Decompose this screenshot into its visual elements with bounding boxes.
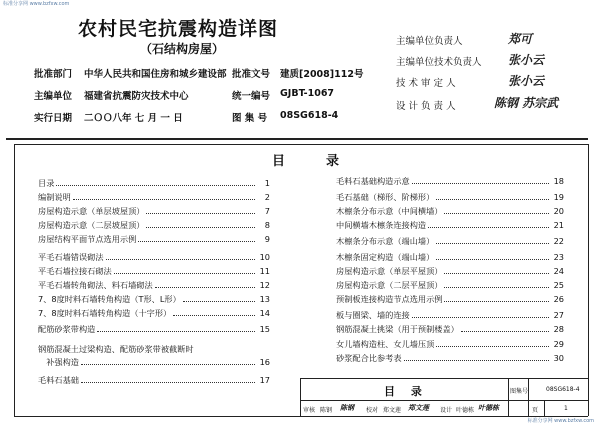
toc-heading: 目 录	[272, 154, 354, 169]
toc-entry-title: 钢筋混凝土挑梁（用于预制楼盖）	[336, 324, 459, 334]
toc-leader	[73, 199, 255, 200]
toc-entry-page: 23	[553, 252, 564, 262]
toc-entry[interactable]	[336, 252, 564, 264]
toc-leader	[436, 346, 549, 347]
toc-entry[interactable]	[336, 353, 564, 365]
toc-entry-page: 29	[553, 339, 564, 349]
toc-leader	[412, 183, 549, 184]
toc-entry-page: 20	[553, 206, 564, 216]
title-block-title: 目 录	[384, 385, 428, 398]
toc-leader	[146, 227, 255, 228]
title-block-divider	[544, 400, 545, 416]
toc-entry-page: 14	[259, 308, 270, 318]
toc-leader	[138, 241, 255, 242]
title-block-signature: 叶德栋	[478, 404, 499, 412]
signature: 郑可	[508, 32, 533, 46]
signature: 陈钢 苏宗武	[494, 96, 559, 110]
toc-entry[interactable]	[38, 357, 270, 369]
uniform-no-value: GJBT-1067	[280, 88, 335, 99]
toc-leader	[106, 259, 255, 260]
toc-entry-page: 21	[553, 220, 564, 230]
toc-entry-page: 22	[553, 236, 564, 246]
effective-date-label: 实行日期	[34, 113, 73, 124]
toc-leader	[81, 382, 255, 383]
toc-entry-title: 房屋构造示意（二层平屋顶）	[336, 280, 443, 290]
toc-entry-page: 12	[259, 280, 270, 290]
watermark: 标准分享网 www.bzfxw.com	[3, 1, 70, 7]
toc-entry-title: 房屋结构平面节点选用示例	[38, 234, 137, 244]
title-block-page-value: 1	[564, 405, 568, 412]
atlas-no-label: 图 集 号	[232, 113, 268, 124]
signature: 张小云	[508, 53, 545, 67]
toc-entry-title: 木檩条固定构造（端山墙）	[336, 252, 435, 262]
toc-entry-title: 平毛石墙拉接石砌法	[38, 266, 112, 276]
toc-entry[interactable]	[336, 310, 564, 322]
title-block-role: 审核	[303, 407, 316, 414]
toc-leader	[436, 259, 549, 260]
title-block-divider	[508, 378, 509, 416]
responsible-label: 技 术 审 定 人	[396, 78, 456, 89]
toc-entry-page: 17	[259, 375, 270, 385]
toc-entry[interactable]	[336, 206, 564, 218]
toc-leader	[444, 213, 549, 214]
toc-leader	[173, 315, 255, 316]
toc-entry-page: 26	[553, 294, 564, 304]
toc-leader	[81, 364, 255, 365]
toc-entry[interactable]	[38, 294, 270, 306]
toc-entry[interactable]	[38, 252, 270, 264]
toc-leader	[97, 331, 255, 332]
doc-no-label: 批准文号	[232, 69, 271, 80]
title-block-role: 设计	[440, 407, 453, 414]
toc-entry[interactable]	[38, 308, 270, 320]
toc-leader	[444, 287, 549, 288]
toc-leader	[404, 360, 549, 361]
toc-entry-title: 房屋构造示意（单层坡屋顶）	[38, 206, 145, 216]
title-block-signature: 郑文莲	[408, 404, 429, 412]
toc-entry[interactable]	[38, 280, 270, 292]
responsible-label: 主编单位技术负责人	[396, 57, 482, 68]
toc-entry-title: 预制板连接构造节点选用示例	[336, 294, 443, 304]
toc-leader	[444, 301, 549, 302]
toc-entry-title: 配筋砂浆带构造	[38, 324, 96, 334]
toc-entry[interactable]	[336, 294, 564, 306]
toc-entry-title: 7、8度时料石墙转角构造（十字形）	[38, 308, 172, 318]
toc-entry[interactable]	[336, 176, 564, 188]
toc-entry[interactable]	[336, 339, 564, 351]
toc-entry-page: 13	[259, 294, 270, 304]
toc-entry[interactable]	[38, 375, 270, 387]
toc-entry-line[interactable]	[38, 344, 270, 356]
toc-entry-title: 毛料石基础	[38, 375, 79, 385]
toc-entry-page: 9	[264, 234, 270, 244]
atlas-no-value: 08SG618-4	[280, 110, 339, 121]
responsible-label: 主编单位负责人	[396, 36, 463, 47]
toc-entry[interactable]	[336, 266, 564, 278]
document-title: 农村民宅抗震构造详图	[78, 18, 279, 40]
title-block-name: 陈钢	[320, 407, 333, 414]
toc-entry-page: 18	[553, 176, 564, 186]
toc-entry-page: 19	[553, 192, 564, 202]
doc-no-value: 建质[2008]112号	[280, 69, 364, 80]
toc-entry-page: 24	[553, 266, 564, 276]
toc-entry-page: 10	[259, 252, 270, 262]
title-block-name: 叶德栋	[456, 407, 475, 414]
toc-leader	[155, 287, 255, 288]
watermark-bottom: 标准分享网 www.bzfxw.com	[527, 418, 594, 424]
toc-entry[interactable]	[336, 280, 564, 292]
toc-leader	[114, 273, 255, 274]
frame-top	[14, 144, 588, 145]
toc-entry-title: 板与圈梁、墙的连接	[336, 310, 410, 320]
toc-entry[interactable]	[38, 220, 270, 232]
toc-entry-page: 8	[264, 220, 270, 230]
toc-leader	[436, 243, 549, 244]
uniform-no-label: 统一编号	[232, 91, 271, 102]
toc-entry[interactable]	[336, 220, 564, 232]
toc-entry-title: 补强构造	[38, 357, 79, 367]
toc-entry-page: 27	[553, 310, 564, 320]
toc-leader	[428, 227, 549, 228]
toc-entry-title: 木檩条分布示意（端山墙）	[336, 236, 435, 246]
toc-entry-page: 25	[553, 280, 564, 290]
cover-divider	[6, 138, 588, 140]
toc-entry-title: 女儿墙构造柱、女儿墙压顶	[336, 339, 435, 349]
title-block-atlas-value: 08SG618-4	[546, 386, 580, 393]
toc-leader	[183, 301, 255, 302]
toc-entry[interactable]	[38, 324, 270, 336]
responsible-label: 设 计 负 责 人	[396, 101, 456, 112]
editor-unit-label: 主编单位	[34, 91, 73, 102]
toc-entry-title: 房屋构造示意（单层平屋顶）	[336, 266, 443, 276]
toc-entry-title: 中间横墙木檩条连接构造	[336, 220, 427, 230]
title-block-top	[300, 378, 588, 379]
toc-entry-title: 木檩条分布示意（中间横墙）	[336, 206, 443, 216]
frame-bottom	[14, 416, 588, 417]
frame-left	[14, 144, 15, 416]
title-block-atlas-label: 图集号	[510, 388, 529, 395]
toc-entry-title: 砂浆配合比参考表	[336, 353, 402, 363]
title-block-left	[300, 378, 301, 416]
approval-dept-label: 批准部门	[34, 69, 73, 80]
toc-entry-title: 7、8度时料石墙转角构造（T形、L形）	[38, 294, 181, 304]
toc-entry[interactable]	[38, 192, 270, 204]
toc-leader	[146, 213, 255, 214]
toc-entry-page: 16	[259, 357, 270, 367]
toc-entry-page: 2	[264, 192, 270, 202]
editor-unit-value: 福建省抗震防灾技术中心	[84, 91, 189, 102]
document-subtitle: （石结构房屋）	[140, 42, 225, 56]
toc-entry-title: 目录	[38, 178, 55, 188]
title-block-signature: 陈钢	[340, 404, 354, 412]
toc-entry[interactable]	[336, 192, 564, 204]
toc-leader	[461, 331, 549, 332]
toc-leader	[436, 199, 549, 200]
toc-entry[interactable]	[38, 266, 270, 278]
toc-entry-title: 平毛石墙错误砌法	[38, 252, 104, 262]
approval-dept-value: 中华人民共和国住房和城乡建设部	[84, 69, 227, 80]
toc-entry-title: 毛石基础（梯形、阶梯形）	[336, 192, 435, 202]
toc-entry-title: 平毛石墙转角砌法、料石墙砌法	[38, 280, 153, 290]
toc-entry-page: 11	[259, 266, 270, 276]
toc-entry-title: 钢筋混凝土过梁构造、配筋砂浆带被截断时	[38, 344, 194, 354]
toc-entry-title: 毛料石基础构造示意	[336, 176, 410, 186]
title-block-page-label: 页	[532, 407, 539, 414]
effective-date-value: 二ＯＯ八年 七 月 一 日	[84, 113, 183, 124]
frame-right	[588, 144, 589, 416]
toc-entry[interactable]	[38, 178, 270, 190]
toc-entry[interactable]	[38, 234, 270, 246]
toc-entry[interactable]	[38, 206, 270, 218]
toc-entry-page: 7	[264, 206, 270, 216]
title-block-divider	[528, 378, 529, 416]
toc-entry-page: 15	[259, 324, 270, 334]
toc-entry-page: 28	[553, 324, 564, 334]
toc-entry-title: 编制说明	[38, 192, 71, 202]
title-block-name: 郑文莲	[383, 407, 402, 414]
toc-entry-title: 房屋构造示意（二层坡屋顶）	[38, 220, 145, 230]
toc-entry-page: 1	[264, 178, 270, 188]
toc-leader	[56, 185, 255, 186]
toc-entry[interactable]	[336, 324, 564, 336]
toc-entry-page: 30	[553, 353, 564, 363]
toc-entry[interactable]	[336, 236, 564, 248]
signature: 张小云	[508, 74, 545, 88]
toc-leader	[444, 273, 549, 274]
toc-leader	[412, 317, 549, 318]
title-block-role: 校对	[366, 407, 379, 414]
